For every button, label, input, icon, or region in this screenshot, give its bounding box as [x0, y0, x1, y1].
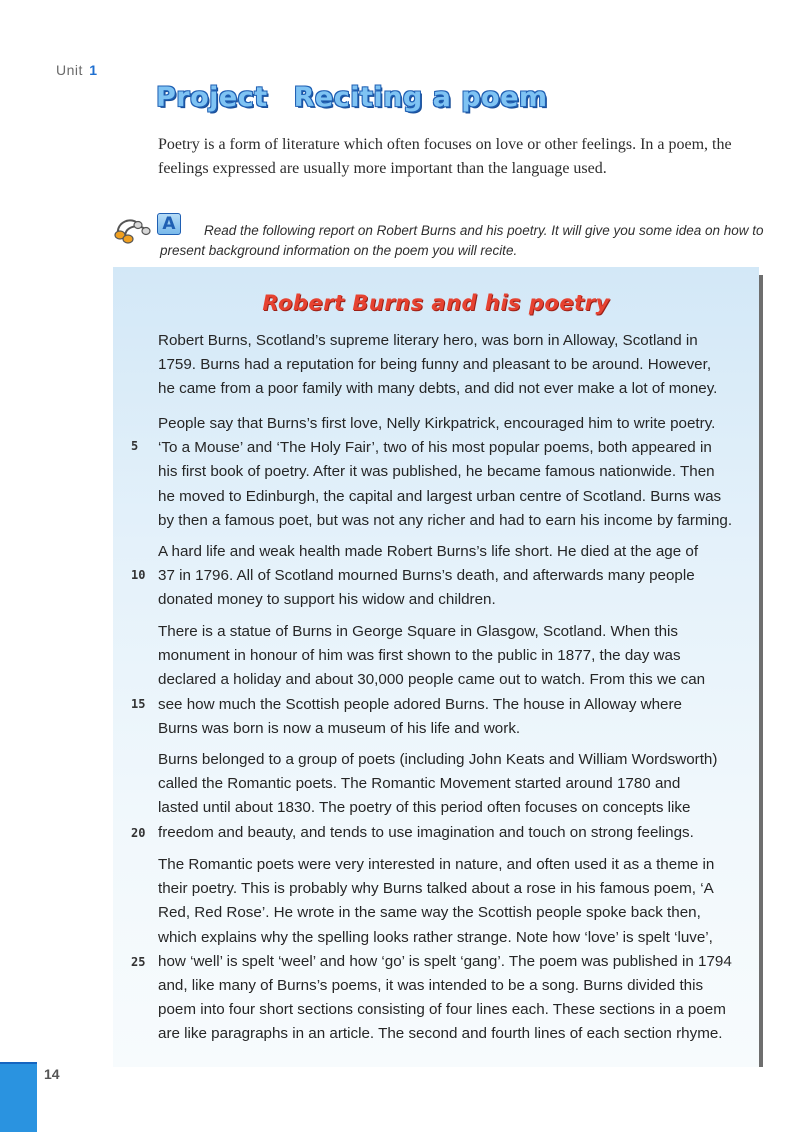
- report-line: Burns belonged to a group of poets (including John Keats and William Wordsworth): [158, 751, 718, 768]
- report-line: his first book of poetry. After it was published, he became famous nationwide. Then: [158, 463, 715, 481]
- report-paragraph-3: [158, 540, 756, 613]
- report-line: see how much the Scottish people adored Burns. The house in Alloway where: [158, 695, 683, 713]
- report-line: A hard life and weak health made Robert Burns’s life short. He died at the age of: [158, 543, 699, 560]
- report-line: by then a famous poet, but was not any richer and had to earn his income by farming.: [158, 511, 733, 529]
- intro-text: Poetry is a form of literature which often focuses on love or other feelings. In a poem, the feelings expressed are usually more important than the language used.: [158, 136, 732, 177]
- report-line: poem into four short sections consisting of four lines each. These sections in a poem: [158, 1001, 726, 1019]
- report-line: are like paragraphs in an article. The second and fourth lines of each section rhyme.: [158, 1025, 723, 1043]
- line-number: 5: [131, 439, 139, 453]
- line-number: 15: [131, 697, 146, 711]
- report-line: called the Romantic poets. The Romantic Movement started around 1780 and: [158, 775, 681, 793]
- unit-word: Unit: [56, 62, 83, 78]
- unit-label: [56, 62, 98, 78]
- report-line: how ‘well’ is spelt ‘weel’ and how ‘go’ is spelt ‘gang’. The poem was published in 1794: [158, 952, 732, 970]
- page-title: [156, 82, 548, 113]
- title-part-project: Project: [156, 82, 268, 113]
- report-line: Robert Burns, Scotland’s supreme literary hero, was born in Alloway, Scotland in: [158, 332, 698, 349]
- report-line: their poetry. This is probably why Burns talked about a rose in his famous poem, ‘A: [158, 880, 714, 898]
- report-line: 37 in 1796. All of Scotland mourned Burns’s death, and afterwards many people: [158, 567, 695, 585]
- page-number: 14: [44, 1066, 60, 1082]
- report-paragraph-4: [158, 620, 756, 741]
- report-line: ‘To a Mouse’ and ‘The Holy Fair’, two of his most popular poems, both appeared in: [158, 439, 712, 457]
- report-line: he came from a poor family with many debts, and did not ever make a lot of money.: [158, 380, 718, 398]
- report-line: and, like many of Burns’s poems, it was intended to be a song. Burns divided this: [158, 977, 704, 995]
- report-line: donated money to support his widow and children.: [158, 591, 496, 609]
- report-line: monument in honour of him was first shown to the public in 1877, the day was: [158, 647, 681, 665]
- report-line: There is a statue of Burns in George Square in Glasgow, Scotland. When this: [158, 623, 679, 640]
- report-line: Red, Red Rose’. He wrote in the same way the Scottish people spoke back then,: [158, 904, 701, 922]
- line-number: 10: [131, 568, 146, 582]
- report-line: freedom and beauty, and tends to use imagination and touch on strong feelings.: [158, 823, 694, 841]
- report-panel: [113, 267, 759, 1067]
- unit-number: 1: [89, 62, 98, 78]
- headphones-icon[interactable]: [112, 214, 152, 244]
- report-line: which explains why the spelling looks rather strange. Note how ‘love’ is spelt ‘luve’,: [158, 928, 713, 946]
- report-line: 1759. Burns had a reputation for being funny and pleasant to be around. However,: [158, 356, 712, 374]
- report-paragraph-6: [158, 853, 756, 1047]
- page-corner-tab: [0, 1064, 37, 1132]
- report-paragraph-2: [158, 412, 756, 533]
- report-line: declared a holiday and about 30,000 people came out to watch. From this we can: [158, 671, 706, 689]
- report-paragraph-1: [158, 329, 756, 402]
- report-line: The Romantic poets were very interested in nature, and often used it as a theme in: [158, 856, 715, 873]
- task-instruction: Read the following report on Robert Burns and his poetry. It will give you some idea on how to present background information on the poem you will recite.: [160, 223, 764, 258]
- report-line: Burns was born is now a museum of his life and work.: [158, 719, 521, 737]
- title-part-topic: Reciting a poem: [293, 82, 548, 113]
- report-line: he moved to Edinburgh, the capital and largest urban centre of Scotland. Burns was: [158, 487, 722, 505]
- report-line: People say that Burns’s first love, Nelly Kirkpatrick, encouraged him to write poetry.: [158, 415, 716, 432]
- report-title: Robert Burns and his poetry: [262, 291, 610, 315]
- report-line: lasted until about 1830. The poetry of this period often focuses on concepts like: [158, 799, 691, 817]
- report-paragraph-5: [158, 748, 756, 845]
- line-number: 25: [131, 955, 146, 969]
- line-number: 20: [131, 826, 146, 840]
- task-letter-badge: A: [157, 213, 181, 235]
